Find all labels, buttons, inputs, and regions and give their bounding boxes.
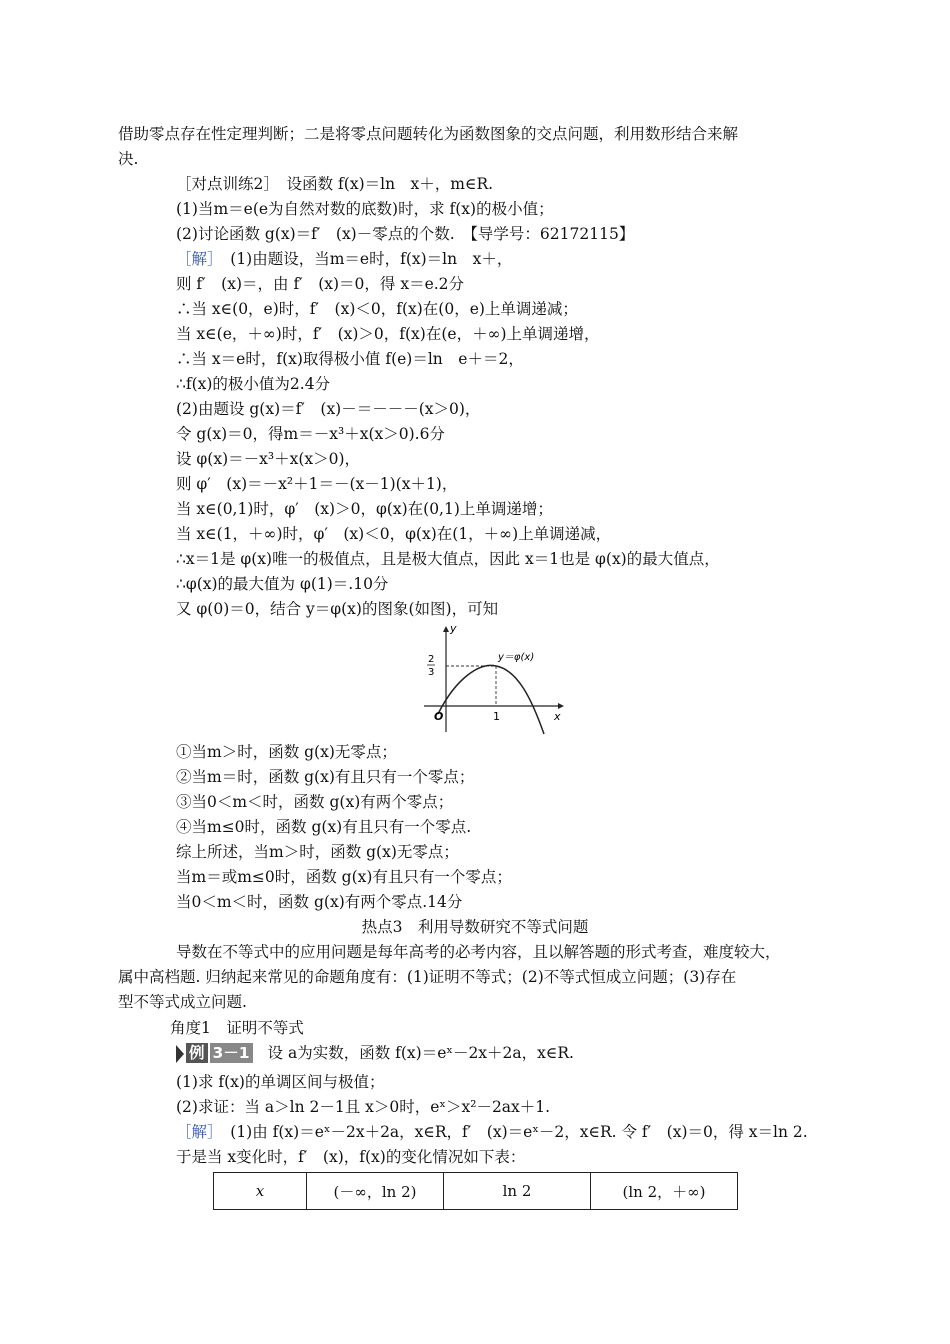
- text-line: 于是当 x变化时，f′ (x)，f(x)的变化情况如下表：: [176, 1148, 526, 1166]
- text-line: 导数在不等式中的应用问题是每年高考的必考内容，且以解答题的形式考查，难度较大，: [176, 943, 781, 961]
- example-text: 设 a为实数，函数 f(x)＝eˣ－2x＋2a，x∈R.: [267, 1044, 574, 1062]
- solution-text: (1)由题设，当m＝e时，f(x)＝ln x＋，: [214, 250, 513, 268]
- y-tick-numerator: 2: [428, 654, 435, 665]
- text-line: 当 x∈(0,1)时，φ′ (x)＞0，φ(x)在(0,1)上单调递增；: [176, 500, 553, 518]
- text-line: 令 g(x)＝0，得m＝－x³＋x(x＞0).6分: [176, 425, 445, 443]
- x-tick-label: 1: [493, 710, 500, 723]
- text-line: 当m＝或m≤0时，函数 g(x)有且只有一个零点；: [176, 868, 512, 886]
- text-line: ②当m＝时，函数 g(x)有且只有一个零点；: [176, 768, 475, 786]
- text-line: 属中高档题. 归纳起来常见的命题角度有：(1)证明不等式；(2)不等式恒成立问题；(3)存在: [118, 968, 737, 986]
- text-line: ④当m≤0时，函数 g(x)有且只有一个零点.: [176, 818, 472, 836]
- y-axis-arrow-icon: [443, 626, 449, 632]
- text-line: 决.: [118, 150, 139, 168]
- text-line: 则 φ′ (x)＝－x²＋1＝－(x－1)(x＋1)，: [176, 475, 458, 493]
- y-tick-denominator: 3: [428, 667, 435, 678]
- text-line: (2)求证：当 a＞ln 2－1且 x＞0时，eˣ＞x²－2ax＋1.: [176, 1098, 551, 1116]
- text-line: ∴x＝1是 φ(x)唯一的极值点，且是极大值点，因此 x＝1也是 φ(x)的最大值点，: [176, 550, 720, 568]
- section-heading: 热点3 利用导数研究不等式问题: [361, 918, 589, 936]
- example-number: 3－1: [210, 1043, 253, 1063]
- example-line: [176, 1043, 574, 1063]
- x-axis-label: x: [554, 710, 561, 723]
- solution-label: ［解］: [176, 250, 215, 268]
- x-axis-arrow-icon: [558, 703, 564, 709]
- curve-label: y＝φ(x): [498, 652, 535, 663]
- table-cell: (－∞，ln 2): [307, 1173, 444, 1210]
- variation-table: [213, 1172, 738, 1210]
- exercise-heading: ［对点训练2］ 设函数 f(x)＝ln x＋，m∈R.: [176, 175, 494, 193]
- text-line: 当0＜m＜时，函数 g(x)有两个零点.14分: [176, 893, 463, 911]
- example-label: 例: [186, 1043, 208, 1063]
- example-tag: [176, 1043, 253, 1063]
- text-line: (1)当m＝e(e为自然对数的底数)时，求 f(x)的极小值；: [176, 200, 554, 218]
- text-line: (2)讨论函数 g(x)＝f′ (x)－零点的个数. 【导学号：62172115】: [176, 225, 635, 243]
- text-line: ∴当 x＝e时，f(x)取得极小值 f(e)＝ln e＋＝2，: [176, 350, 524, 368]
- text-line: 当 x∈(1，＋∞)时，φ′ (x)＜0，φ(x)在(1，＋∞)上单调递减，: [176, 525, 612, 543]
- function-graph: [418, 622, 566, 736]
- text-line: ∴当 x∈(0，e)时，f′ (x)＜0，f(x)在(0，e)上单调递减；: [176, 300, 578, 318]
- text-line: ③当0＜m＜时，函数 g(x)有两个零点；: [176, 793, 454, 811]
- text-line: ∴f(x)的极小值为2.4分: [176, 375, 331, 393]
- solution-line: [176, 249, 512, 269]
- origin-label: O: [434, 710, 444, 723]
- phi-curve: [438, 665, 544, 734]
- solution-line: [176, 1122, 808, 1142]
- text-line: 型不等式成立问题.: [118, 993, 247, 1011]
- example-arrow-icon: [176, 1045, 184, 1063]
- text-line: 当 x∈(e，＋∞)时，f′ (x)＞0，f(x)在(e，＋∞)上单调递增，: [176, 325, 600, 343]
- text-line: 设 φ(x)＝－x³＋x(x＞0)，: [176, 450, 361, 468]
- text-line: (2)由题设 g(x)＝f′ (x)－＝－－－(x＞0)，: [176, 400, 481, 418]
- text-line: 又 φ(0)＝0，结合 y＝φ(x)的图象(如图)，可知: [176, 600, 499, 618]
- text-line: 借助零点存在性定理判断；二是将零点问题转化为函数图象的交点问题，利用数形结合来解: [118, 125, 739, 143]
- y-axis-label: y: [450, 622, 457, 635]
- text-line: 则 f′ (x)＝，由 f′ (x)＝0，得 x＝e.2分: [176, 275, 465, 293]
- table-row: [214, 1173, 738, 1210]
- solution-text: (1)由 f(x)＝eˣ－2x＋2a，x∈R，f′ (x)＝eˣ－2，x∈R. 令 f′ (x)＝0，得 x＝ln 2.: [214, 1123, 808, 1141]
- solution-label: ［解］: [176, 1123, 215, 1141]
- text-line: 综上所述，当m＞时，函数 g(x)无零点；: [176, 843, 459, 861]
- subsection-heading: 角度1 证明不等式: [170, 1019, 304, 1037]
- text-line: (1)求 f(x)的单调区间与极值；: [176, 1073, 385, 1091]
- table-cell: x: [214, 1173, 307, 1210]
- table-cell: ln 2: [444, 1173, 591, 1210]
- table-cell: (ln 2，＋∞): [591, 1173, 738, 1210]
- text-line: ①当m＞时，函数 g(x)无零点；: [176, 743, 397, 761]
- text-line: ∴φ(x)的最大值为 φ(1)＝.10分: [176, 575, 389, 593]
